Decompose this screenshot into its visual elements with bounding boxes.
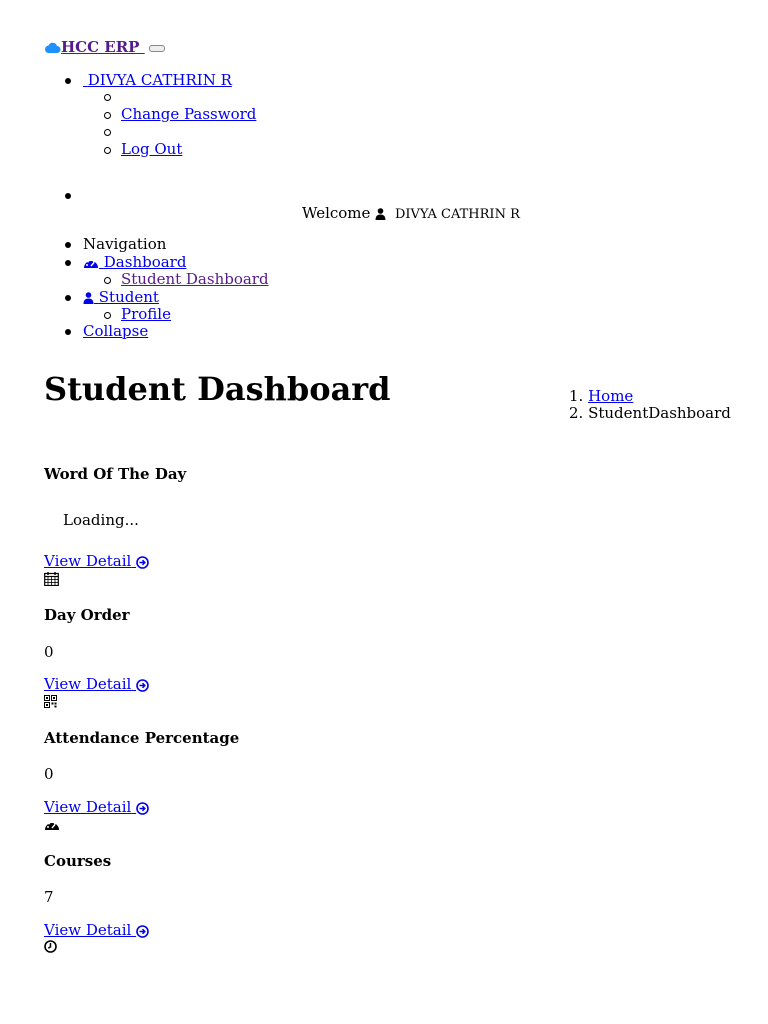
cloud-icon [44,42,61,54]
tachometer-icon [83,257,99,269]
tachometer-icon [44,819,60,831]
welcome-bar [302,204,520,222]
sidebar-item-label: Student [98,288,159,306]
breadcrumb-number: 1. [569,387,584,405]
view-detail-label: View Detail [44,798,132,816]
sidebar-toggle-button[interactable] [149,45,165,52]
sidebar-item-student[interactable] [83,288,159,306]
list-bullet [65,295,71,301]
breadcrumb-item [569,405,731,422]
breadcrumb-item [569,388,731,405]
sidebar-heading: Navigation [83,235,167,253]
sidebar-collapse-link[interactable]: Collapse [83,322,149,340]
breadcrumb-current: StudentDashboard [588,404,731,422]
user-menu-name: DIVYA CATHRIN R [87,71,232,89]
list-bullet [104,147,111,154]
arrow-circle-right-icon [136,802,149,815]
day-order-view-detail-link[interactable] [44,675,149,693]
qrcode-icon [44,695,57,708]
list-bullet [104,129,111,136]
view-detail-label: View Detail [44,552,132,570]
day-order-title: Day Order [44,606,130,624]
list-bullet [65,193,71,199]
user-icon [83,292,94,304]
calendar-icon [44,572,59,586]
page-title: Student Dashboard [44,370,391,408]
courses-view-detail-link[interactable] [44,921,149,939]
change-password-link[interactable]: Change Password [121,105,257,123]
list-bullet [65,242,71,248]
list-bullet [65,329,71,335]
breadcrumb-home-link[interactable]: Home [588,387,634,405]
attendance-view-detail-link[interactable] [44,798,149,816]
brand-link[interactable] [44,38,145,56]
navbar-brand-row [44,38,165,56]
word-of-day-title: Word Of The Day [44,465,187,483]
breadcrumb-number: 2. [569,404,584,422]
log-out-link[interactable]: Log Out [121,140,183,158]
list-bullet [65,78,71,84]
courses-title: Courses [44,852,112,870]
breadcrumb [569,388,731,422]
list-bullet [104,94,111,101]
word-of-day-view-detail-link[interactable] [44,552,149,570]
sidebar-item-dashboard[interactable] [83,253,186,271]
view-detail-label: View Detail [44,921,132,939]
arrow-circle-right-icon [136,679,149,692]
brand-text: HCC ERP [61,38,140,56]
arrow-circle-right-icon [136,556,149,569]
welcome-label: Welcome [302,204,371,222]
sidebar-item-student-dashboard[interactable]: Student Dashboard [121,270,269,288]
welcome-user-name: DIVYA CATHRIN R [394,207,520,222]
user-icon [375,208,386,220]
sidebar-item-label: Dashboard [103,253,187,271]
user-menu-toggle[interactable] [83,71,232,89]
sidebar-item-profile[interactable]: Profile [121,305,171,323]
courses-value: 7 [44,888,54,906]
list-bullet [65,260,71,266]
clock-icon [44,940,57,953]
attendance-title: Attendance Percentage [44,729,240,747]
arrow-circle-right-icon [136,925,149,938]
list-bullet [104,277,111,284]
word-of-day-value: Loading... [63,511,139,529]
view-detail-label: View Detail [44,675,132,693]
attendance-value: 0 [44,765,54,783]
list-bullet [104,112,111,119]
list-bullet [104,312,111,319]
day-order-value: 0 [44,643,54,661]
